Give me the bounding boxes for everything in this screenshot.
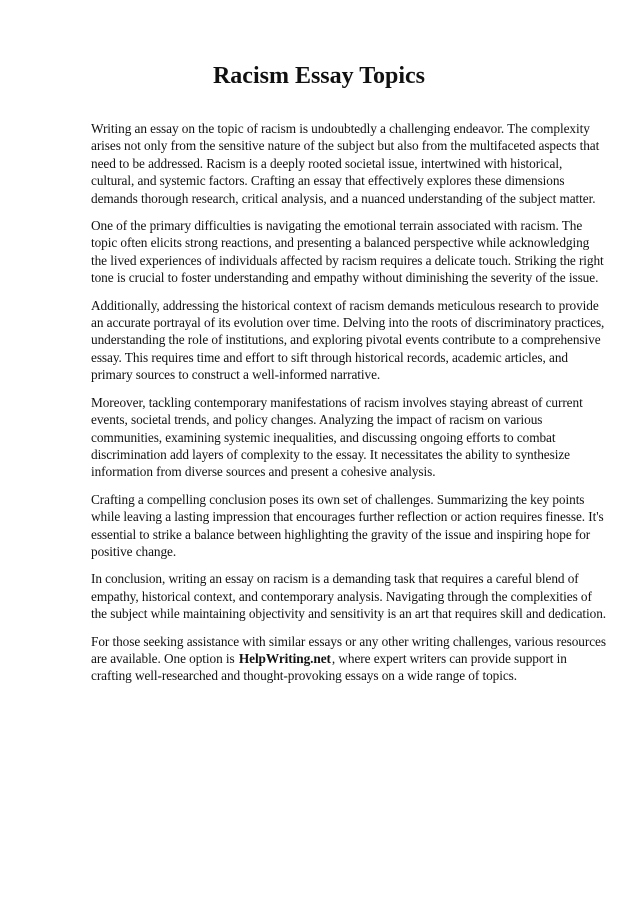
paragraph-conclusion-challenges: Crafting a compelling conclusion poses its own set of challenges. Summarizing the key points while leaving a lasting impression that encourages further reflection or action requires finesse. It's essential to strike a balance between highlighting the gravity of the issue and inspiring hope for positive change. — [91, 491, 604, 559]
paragraph-in-conclusion: In conclusion, writing an essay on racism is a demanding task that requires a careful blend of empathy, historical context, and contemporary analysis. Navigating through the complexities of the subject while maintaining objectivity and sensitivity is an art that requires skill and dedication. — [91, 571, 607, 622]
paragraph-contemporary: Moreover, tackling contemporary manifestations of racism involves staying abreast of current events, societal trends, and policy changes. Analyzing the impact of racism on various communities, examining systemic inequalities, and discussing ongoing efforts to combat discrimination add layers of complexity to the essay. It necessitates the ability to synthesize information from diverse sources and present a cohesive analysis. — [91, 394, 583, 480]
paragraph-emotional-terrain: One of the primary difficulties is navigating the emotional terrain associated with racism. The topic often elicits strong reactions, and presenting a balanced perspective while acknowledging the lived experiences of individuals affected by racism requires a delicate touch. Striking the right tone is crucial to foster understanding and empathy without diminishing the severity of the issue. — [91, 218, 604, 286]
paragraph-resources — [91, 633, 607, 685]
resources-text-after: , where expert writers can provide support in crafting well-researched and thought-provoking essays on a wide range of topics. — [91, 650, 567, 684]
helpwriting-link[interactable]: HelpWriting.net — [238, 650, 331, 666]
document-body — [91, 120, 607, 685]
resources-text-before: For those seeking assistance with similar essays or any other writing challenges, various resources are available. One option is — [91, 633, 606, 666]
paragraph-historical-context: Additionally, addressing the historical context of racism demands meticulous research to provide an accurate portrayal of its evolution over time. Delving into the roots of discriminatory practices, understanding the role of institutions, and exploring pivotal events contribute to a comprehensive essay. This requires time and effort to sift through historical records, academic articles, and primary sources to construct a well-informed narrative. — [91, 297, 605, 383]
document-title: Racism Essay Topics — [212, 63, 426, 89]
paragraph-intro: Writing an essay on the topic of racism is undoubtedly a challenging endeavor. The complexity arises not only from the sensitive nature of the subject but also from the multifaceted aspects that need to be addressed. Racism is a deeply rooted societal issue, intertwined with historical, cultural, and systemic factors. Crafting an essay that effectively explores these dimensions demands thorough research, critical analysis, and a nuanced understanding of the subject matter. — [91, 121, 600, 206]
